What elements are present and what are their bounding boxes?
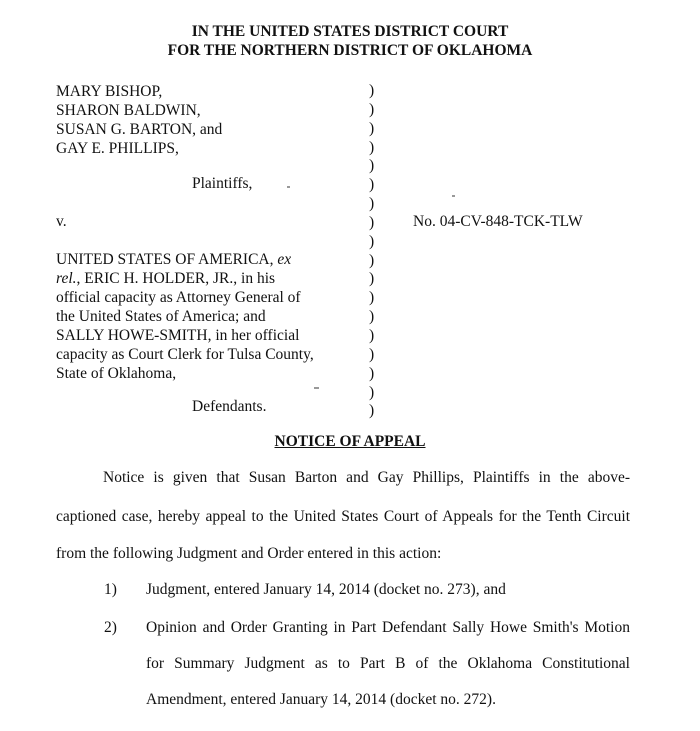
caption-paren: ) [369, 289, 375, 307]
list-item-number: 1) [104, 581, 117, 598]
caption-paren: ) [369, 157, 375, 175]
list-item-text: Opinion and Order Granting in Part Defendant Sally Howe Smith's Motion [146, 619, 630, 636]
notice-paragraph-line: captioned case, hereby appeal to the United States Court of Appeals for the Tenth Circuit [56, 508, 630, 525]
caption-paren: ) [369, 213, 375, 231]
caption-paren: ) [369, 195, 375, 213]
defendants-list [56, 250, 356, 383]
defendant-italic-rel: rel. [56, 270, 77, 287]
defendant-line-1 [56, 250, 356, 269]
defendants-label: Defendants. [192, 398, 267, 415]
list-item-text: Judgment, entered January 14, 2014 (docket no. 273), and [146, 581, 506, 598]
defendant-line-2 [56, 269, 356, 288]
caption-paren: ) [369, 270, 375, 288]
plaintiff-name: SHARON BALDWIN, [56, 102, 201, 119]
caption-paren: ) [369, 82, 375, 99]
caption-paren: ) [369, 138, 375, 156]
case-number: No. 04-CV-848-TCK-TLW [413, 213, 583, 230]
defendant-line-4: the United States of America; and [56, 308, 266, 325]
defendant-line-3: official capacity as Attorney General of [56, 289, 301, 306]
scan-speck [287, 186, 290, 188]
list-item-text: for Summary Judgment as to Part B of the Oklahoma Constitutional [146, 655, 630, 672]
notice-paragraph-line: from the following Judgment and Order entered in this action: [56, 545, 442, 562]
notice-title: NOTICE OF APPEAL [274, 433, 426, 450]
list-item-number: 2) [104, 619, 117, 636]
defendant-line-5: SALLY HOWE-SMITH, in her official [56, 327, 300, 344]
caption-paren: ) [369, 383, 375, 401]
notice-paragraph-line: Notice is given that Susan Barton and Gay Phillips, Plaintiffs in the above- [103, 469, 630, 486]
defendant-text: UNITED STATES OF AMERICA, [56, 251, 278, 268]
defendant-line-6: capacity as Court Clerk for Tulsa County, [56, 346, 314, 363]
caption-paren: ) [369, 326, 375, 344]
plaintiffs-label: Plaintiffs, [192, 175, 253, 192]
versus-label: v. [56, 213, 67, 230]
caption-paren: ) [369, 176, 375, 194]
scan-speck [314, 387, 319, 389]
caption-parentheses-column [369, 82, 374, 421]
defendant-text: , ERIC H. HOLDER, JR., in his [76, 270, 276, 287]
plaintiff-name: GAY E. PHILLIPS, [56, 140, 179, 157]
defendant-line-7: State of Oklahoma, [56, 365, 177, 382]
caption-paren: ) [369, 308, 375, 326]
plaintiff-name: SUSAN G. BARTON, and [56, 121, 223, 138]
caption-paren: ) [369, 364, 375, 382]
caption-paren: ) [369, 119, 375, 137]
scan-speck [452, 195, 455, 197]
list-item-text: Amendment, entered January 14, 2014 (docket no. 272). [146, 691, 496, 708]
court-heading [0, 22, 700, 60]
caption-paren: ) [369, 251, 375, 269]
caption-paren: ) [369, 100, 375, 118]
plaintiffs-list [56, 82, 356, 158]
caption-paren: ) [369, 232, 375, 250]
court-heading-line-1: IN THE UNITED STATES DISTRICT COURT [191, 23, 509, 40]
caption-paren: ) [369, 402, 375, 420]
defendant-italic-ex: ex [277, 251, 292, 268]
caption-paren: ) [369, 345, 375, 363]
plaintiff-name: MARY BISHOP, [56, 83, 163, 100]
court-heading-line-2: FOR THE NORTHERN DISTRICT OF OKLAHOMA [167, 42, 533, 59]
